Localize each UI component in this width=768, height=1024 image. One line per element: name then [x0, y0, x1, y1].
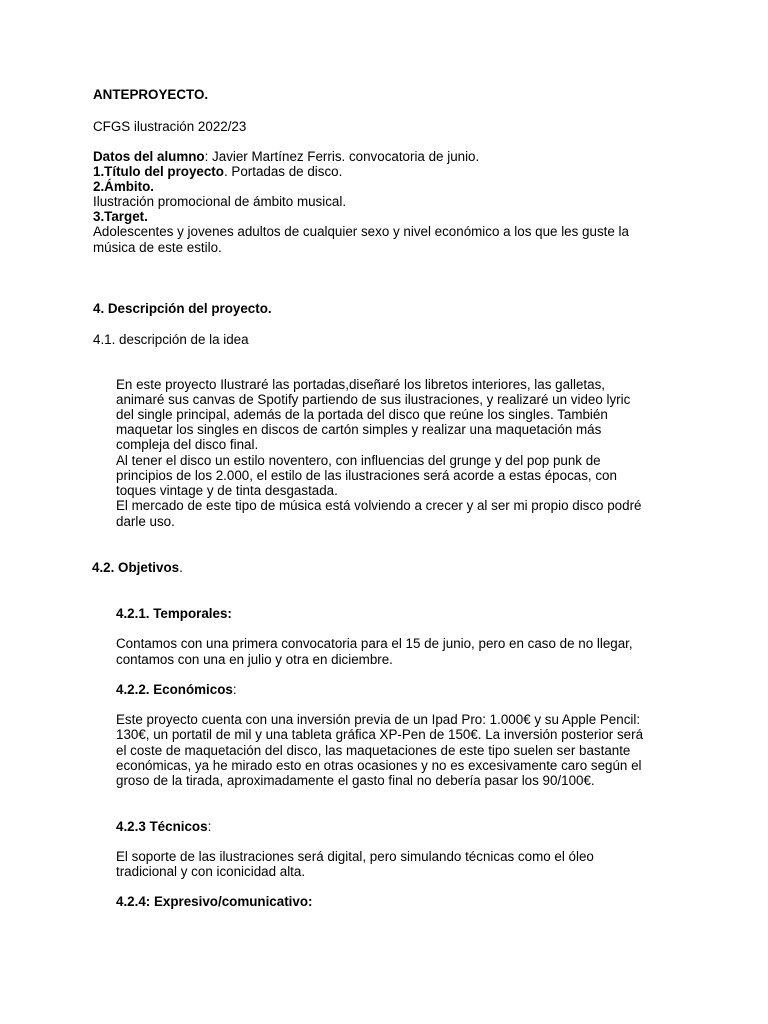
- technical-heading-suffix: :: [207, 819, 212, 834]
- student-label: Datos del alumno: [93, 149, 205, 164]
- temporal-label: . Temporales:: [145, 606, 232, 621]
- project-title-line: [93, 164, 342, 179]
- temporal-heading-line: [116, 606, 232, 621]
- student-data-line: [93, 149, 479, 164]
- target-text-line: Adolescentes y jovenes adultos de cualquier sexo y nivel económico a los que les guste la: [93, 224, 629, 239]
- economic-number: 4.2.2: [116, 682, 146, 697]
- section-4-1-heading: 4.1. descripción de la idea: [93, 332, 249, 347]
- economic-label: . Económicos: [145, 682, 233, 697]
- idea-paragraph-line: animaré sus canvas de Spotify partiendo de sus ilustraciones, y realizaré un video lyric: [116, 392, 631, 407]
- economic-heading-suffix: :: [232, 682, 237, 697]
- temporal-text-line: Contamos con una primera convocatoria para el 15 de junio, pero en caso de no llegar,: [116, 636, 633, 651]
- scope-text: Ilustración promocional de ámbito musical.: [93, 194, 347, 209]
- temporal-text-line: contamos con una en julio y otra en diciembre.: [116, 652, 393, 667]
- objectives-heading-suffix: .: [179, 560, 183, 575]
- idea-paragraph-line: En este proyecto Ilustraré las portadas,diseñaré los libretos interiores, las galletas,: [116, 377, 606, 392]
- idea-paragraph-line: darle uso.: [116, 514, 175, 529]
- economic-heading-line: [116, 682, 237, 697]
- idea-paragraph-line: toques vintage y de tinta desgastada.: [116, 483, 338, 498]
- section-4-heading: 4. Descripción del proyecto.: [93, 301, 272, 316]
- idea-paragraph-line: El mercado de este tipo de música está volviendo a crecer y al ser mi propio disco podré: [116, 498, 642, 513]
- objectives-heading-line: [92, 560, 183, 575]
- target-text-line: música de este estilo.: [93, 240, 222, 255]
- temporal-number: 4.2.1: [116, 606, 146, 621]
- idea-paragraph-line: del single principal, además de la portada del disco que reúne los singles. También: [116, 407, 608, 422]
- idea-paragraph-line: Al tener el disco un estilo noventero, con influencias del grunge y del pop punk de: [116, 453, 601, 468]
- document-title: ANTEPROYECTO.: [93, 87, 209, 102]
- economic-text-line: 130€, un portatil de mil y una tableta gráfica XP-Pen de 150€. La inversión posterior será: [116, 727, 644, 742]
- project-title-label: 1.Título del proyecto: [93, 164, 224, 179]
- technical-heading-line: [116, 819, 211, 834]
- idea-paragraph-line: maquetar los singles en discos de cartón simples y realizar una maquetación más: [116, 422, 602, 437]
- scope-heading: 2.Ámbito.: [93, 179, 155, 194]
- technical-label: 4.2.3 Técnicos: [116, 819, 208, 834]
- economic-text-line: el coste de maquetación del disco, las maquetaciones de este tipo suelen ser bastante: [116, 743, 631, 758]
- idea-paragraph-line: compleja del disco final.: [116, 437, 259, 452]
- technical-text-line: El soporte de las ilustraciones será digital, pero simulando técnicas como el óleo: [116, 849, 594, 864]
- expressive-heading: 4.2.4: Expresivo/comunicativo:: [116, 894, 313, 909]
- technical-text-line: tradicional y con iconicidad alta.: [116, 864, 306, 879]
- project-title-value: . Portadas de disco.: [223, 164, 343, 179]
- course-line: CFGS ilustración 2022/23: [93, 119, 247, 134]
- economic-text-line: económicas, ya he mirado esto en otras ocasiones y no es excesivamente caro según el: [116, 758, 642, 773]
- student-value: : Javier Martínez Ferris. convocatoria de junio.: [204, 149, 480, 164]
- economic-text-line: groso de la tirada, aproximadamente el gasto final no debería pasar los 90/100€.: [116, 773, 595, 788]
- idea-paragraph-line: principios de los 2.000, el estilo de las ilustraciones será acorde a estas épocas, con: [116, 468, 617, 483]
- economic-text-line: Este proyecto cuenta con una inversión previa de un Ipad Pro: 1.000€ y su Apple Pencil:: [116, 712, 641, 727]
- objectives-heading: 4.2. Objetivos: [92, 560, 180, 575]
- target-heading: 3.Target.: [93, 209, 148, 224]
